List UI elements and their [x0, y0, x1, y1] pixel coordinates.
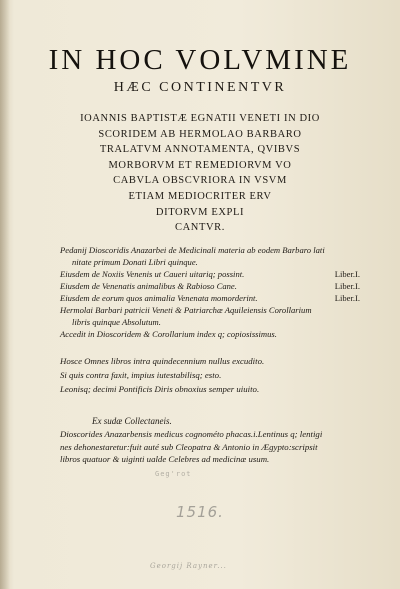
contents-item-text: Eiusdem de Noxiis Venenis ut Caueri uitariq; possint.: [60, 269, 245, 279]
page-subtitle: HÆC CONTINENTVR: [113, 80, 287, 95]
contents-item: [60, 268, 360, 280]
heading-line: ETIAM MEDIOCRITER ERV: [128, 190, 272, 202]
privilege-notes: [60, 354, 360, 396]
page-title: IN HOC VOLVMINE: [48, 44, 352, 76]
heading-line: TRALATVM ANNOTAMENTA, QVIBVS: [99, 144, 301, 156]
note-line: Si quis contra faxit, impius iutestabilisq; esto.: [60, 370, 222, 380]
heading-description: [50, 111, 350, 236]
heading-line: CABVLA OBSCVRIORA IN VSVM: [113, 175, 287, 187]
heading-line: SCORIDEM AB HERMOLAO BARBARO: [98, 128, 302, 140]
dioscorides-note: [60, 428, 370, 466]
dioscorides-line: libros quatuor & uiginti ualde Celebres ad medicinæ usum.: [60, 454, 270, 464]
handwritten-year: 1516.: [176, 503, 224, 521]
contents-item: [60, 280, 360, 292]
dioscorides-line: nes dehonestaretur:fuit auté sub Cleopatra & Antonio in Ægypto:scripsit: [60, 441, 318, 452]
owner-signature: Georgij Rayner...: [150, 562, 227, 570]
heading-line: IOANNIS BAPTISTÆ EGNATII VENETI IN DIO: [80, 113, 320, 124]
contents-item-liber: Liber.I.: [334, 281, 360, 291]
contents-item-liber: Liber.I.: [334, 293, 360, 303]
contents-item: [60, 292, 360, 304]
note-line: Leonisq; decimi Pontificis Diris obnoxius semper uiuito.: [60, 384, 260, 394]
heading-line: MORBORVM ET REMEDIORVM VO: [108, 159, 292, 171]
note-line: Hosce Omnes libros intra quindecennium nullus excudito.: [60, 356, 265, 366]
hermolai-line-cont: libris quinque Absolutum.: [72, 317, 161, 327]
pedanii-line: Pedanij Dioscoridis Anazarbei de Medicinali materia ab eodem Barbaro lati: [60, 245, 325, 255]
hermolai-line: Hermolai Barbari patricii Veneti & Patriarchæ Aquileiensis Corollarium: [60, 305, 312, 315]
pedanii-line-cont: nitate primum Donati Libri quinque.: [72, 257, 198, 267]
heading-line: DITORVM EXPLI: [155, 206, 245, 218]
heading-line: CANTVR.: [175, 222, 225, 234]
faded-stamp: Geg'rot: [155, 470, 192, 478]
contents-item-text: Eiusdem de Venenatis animalibus & Rabioso Cane.: [60, 281, 237, 291]
ex-suda-heading: Ex sudæ Collectaneis.: [92, 416, 172, 426]
contents-list: [60, 244, 360, 340]
dioscorides-line: Dioscorides Anazarbensis medicus cognométo phacas.i.Lentinus q; lentigi: [60, 429, 323, 439]
accedit-line: Accedit in Dioscoridem & Corollarium index q; copiosissimus.: [60, 329, 277, 339]
contents-item-liber: Liber.I.: [334, 269, 360, 279]
contents-item-text: Eiusdem de eorum quos animalia Venenata momorderint.: [60, 293, 258, 303]
